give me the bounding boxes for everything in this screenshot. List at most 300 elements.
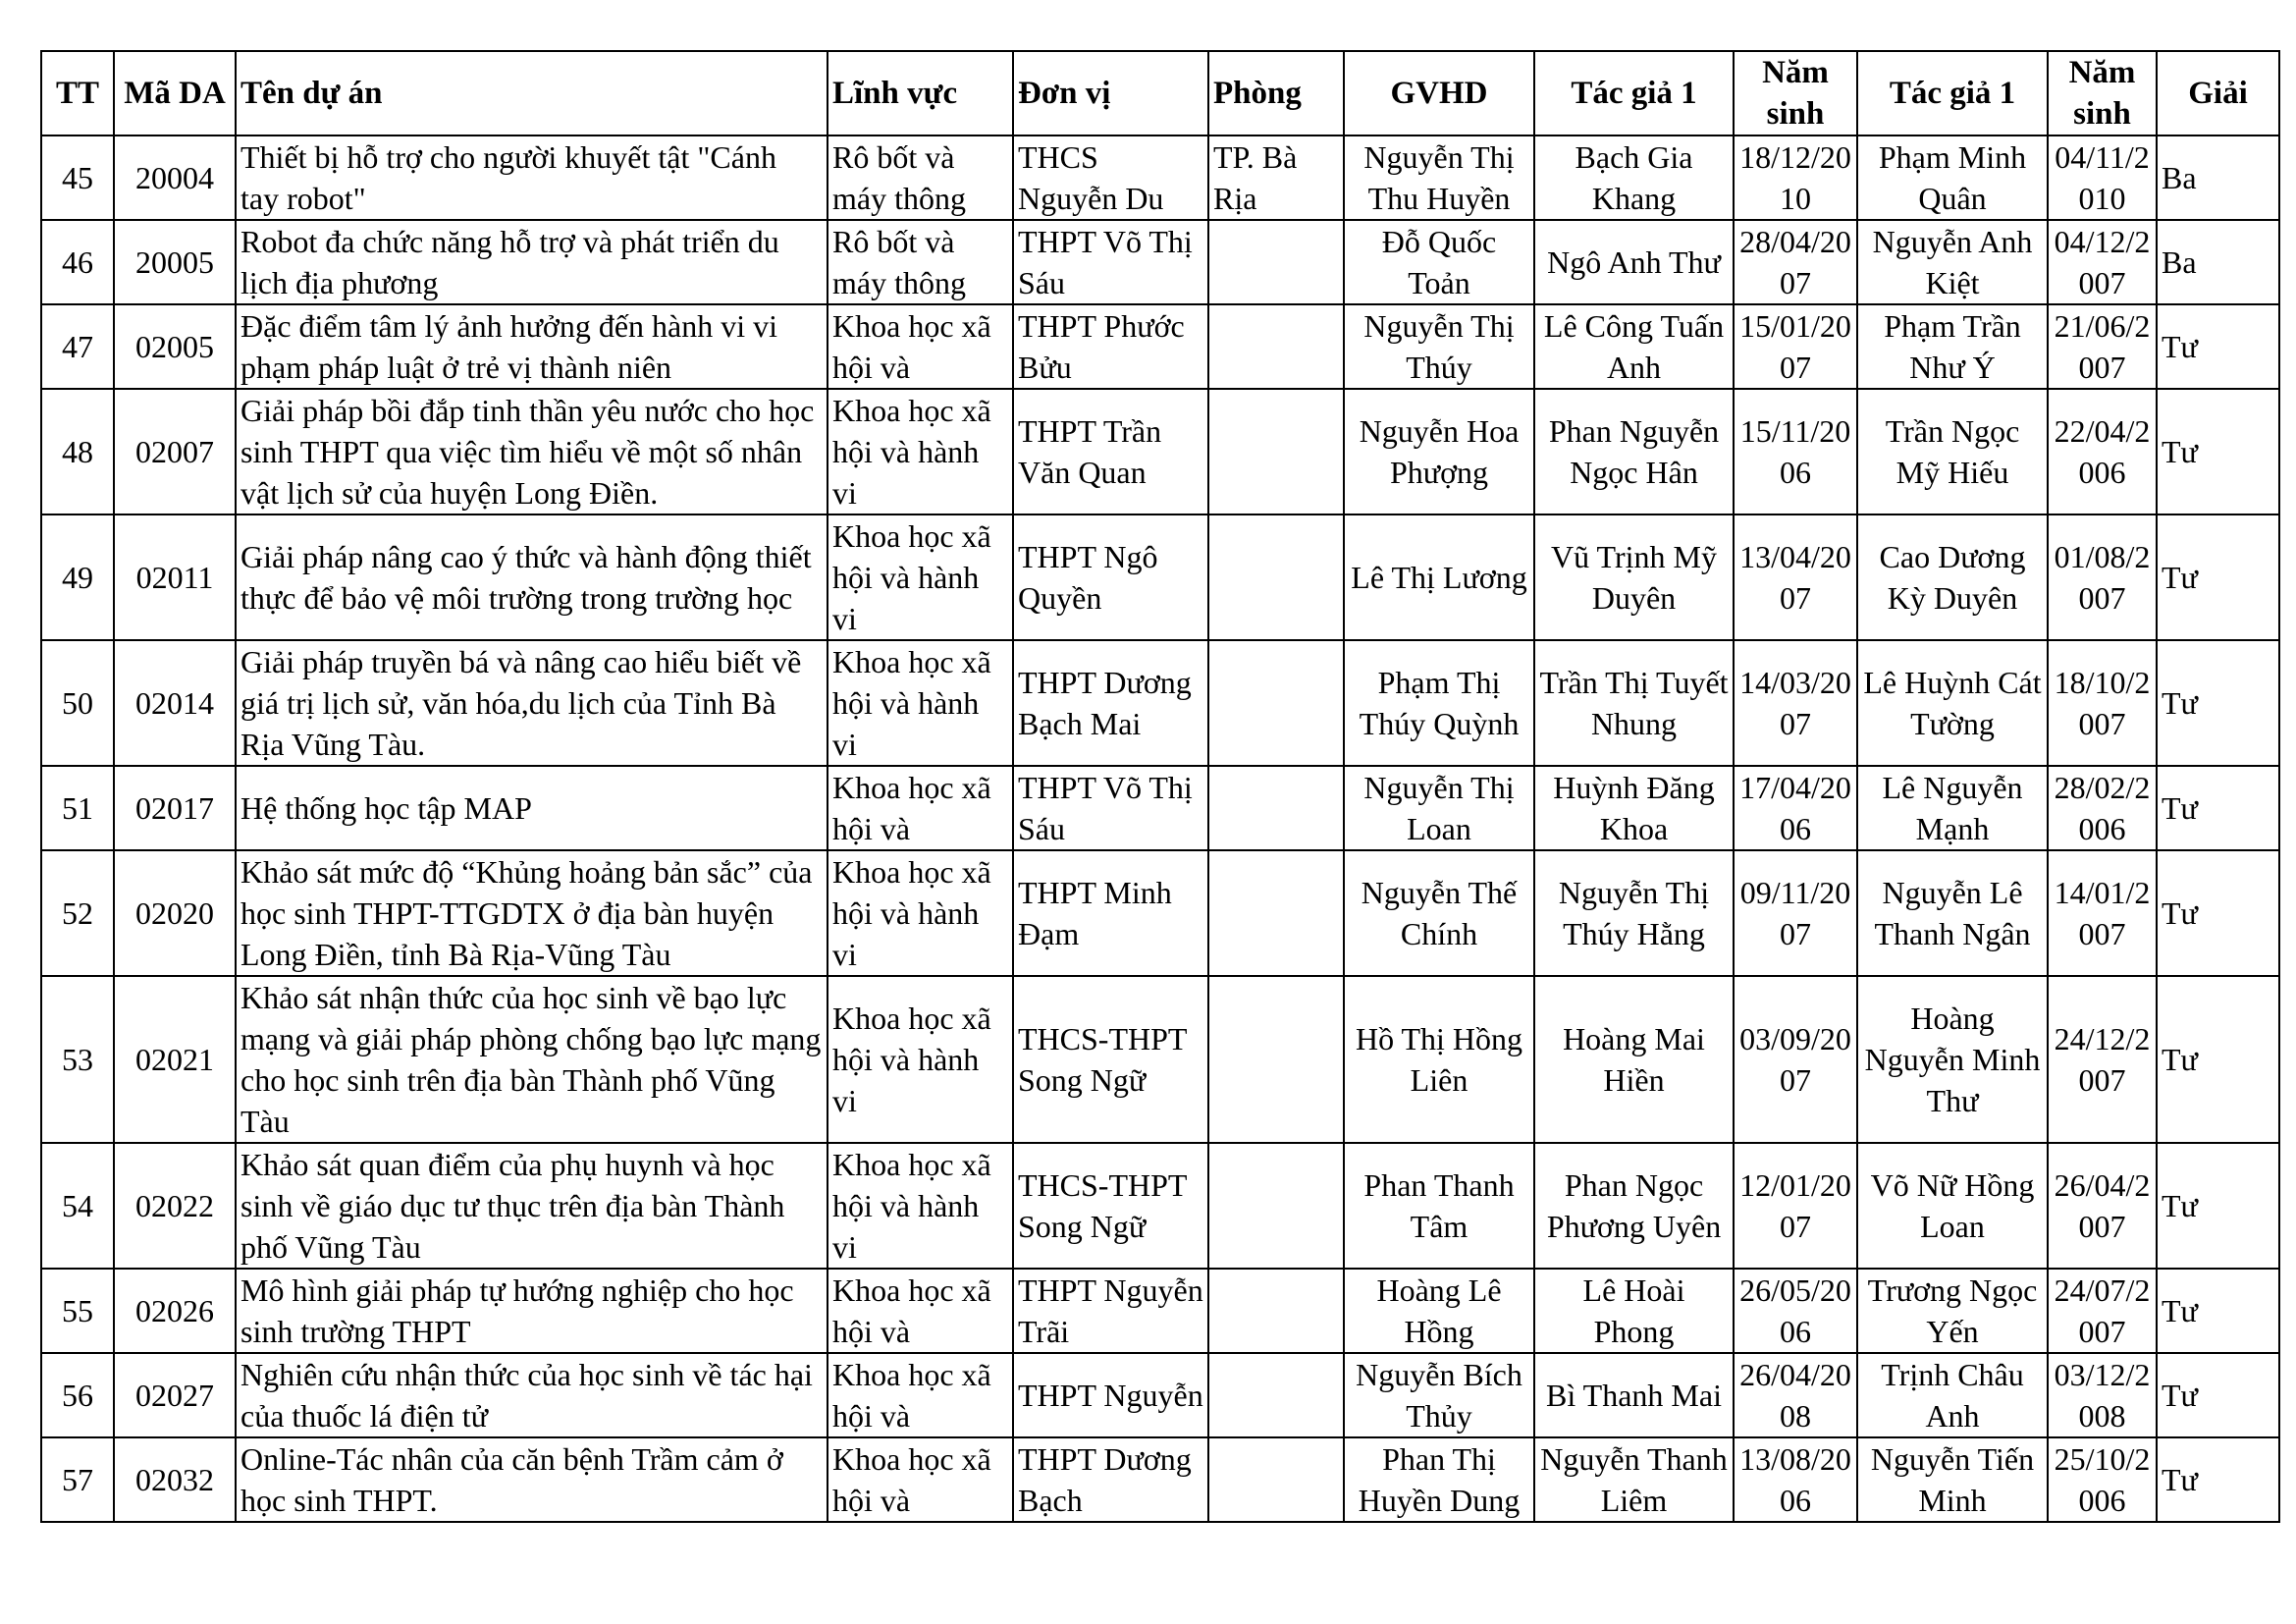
cell-ma-da-text: 02021 [135, 1042, 214, 1077]
cell-ten-du-an [236, 1143, 828, 1269]
cell-linh-vuc-text: Khoa học xã hội và hành vi [832, 854, 991, 972]
cell-tac-gia-2 [1857, 1437, 2048, 1522]
cell-nam-sinh-2-text: 24/07/2007 [2054, 1272, 2151, 1349]
cell-tac-gia-1-text: Lê Hoài Phong [1582, 1272, 1685, 1349]
cell-tac-gia-2 [1857, 640, 2048, 766]
cell-tt [41, 1437, 114, 1522]
cell-nam-sinh-2-text: 25/10/2006 [2054, 1441, 2151, 1518]
cell-nam-sinh-1 [1734, 640, 1857, 766]
cell-nam-sinh-2-text: 01/08/2007 [2054, 539, 2151, 616]
cell-ma-da-text: 02020 [135, 895, 214, 931]
cell-tt-text: 49 [62, 560, 93, 595]
cell-don-vi-text: THPT Võ Thị Sáu [1018, 770, 1193, 846]
cell-nam-sinh-1 [1734, 135, 1857, 220]
cell-linh-vuc [828, 766, 1013, 850]
cell-tt-text: 51 [62, 790, 93, 826]
cell-tt-text: 56 [62, 1378, 93, 1413]
cell-nam-sinh-2-text: 03/12/2008 [2054, 1357, 2151, 1434]
cell-nam-sinh-2-text: 28/02/2006 [2054, 770, 2151, 846]
cell-tt [41, 976, 114, 1143]
cell-nam-sinh-2 [2048, 135, 2157, 220]
cell-don-vi-text: THCS-THPT Song Ngữ [1018, 1167, 1187, 1244]
cell-tac-gia-2-text: Cao Dương Kỳ Duyên [1879, 539, 2026, 616]
cell-ma-da-text: 02022 [135, 1188, 214, 1223]
cell-gvhd [1344, 1437, 1534, 1522]
cell-linh-vuc [828, 1353, 1013, 1437]
cell-tac-gia-1 [1534, 976, 1734, 1143]
table-row [41, 640, 2279, 766]
cell-tac-gia-1 [1534, 514, 1734, 640]
cell-tac-gia-2 [1857, 304, 2048, 389]
cell-giai-text: Ba [2162, 244, 2197, 280]
cell-linh-vuc [828, 976, 1013, 1143]
table-row [41, 766, 2279, 850]
cell-tac-gia-1 [1534, 766, 1734, 850]
cell-linh-vuc-text: Khoa học xã hội và hành vi [832, 1001, 991, 1118]
cell-ma-da-text: 02032 [135, 1462, 214, 1497]
cell-ma-da [114, 220, 236, 304]
cell-giai [2157, 135, 2279, 220]
cell-linh-vuc-text: Khoa học xã hội và hành vi [832, 393, 991, 511]
cell-gvhd-text: Nguyễn Thị Thu Huyền [1363, 139, 1515, 216]
cell-ma-da-text: 20005 [135, 244, 214, 280]
cell-giai-text: Tư [2162, 1462, 2198, 1497]
cell-linh-vuc-text: Khoa học xã hội và [832, 770, 991, 846]
cell-ten-du-an [236, 976, 828, 1143]
cell-gvhd-text: Phạm Thị Thúy Quỳnh [1359, 665, 1520, 741]
cell-phong [1208, 640, 1344, 766]
cell-don-vi-text: THPT Minh Đạm [1018, 875, 1172, 951]
header-giai: Giải [2157, 51, 2279, 135]
cell-tac-gia-2-text: Trịnh Châu Anh [1881, 1357, 2024, 1434]
header-don-vi: Đơn vị [1013, 51, 1208, 135]
cell-nam-sinh-1 [1734, 1437, 1857, 1522]
cell-tac-gia-1-text: Ngô Anh Thư [1547, 244, 1721, 280]
cell-phong [1208, 304, 1344, 389]
cell-giai-text: Tư [2162, 1378, 2198, 1413]
cell-tt-text: 50 [62, 685, 93, 721]
cell-ma-da [114, 850, 236, 976]
cell-tac-gia-2-text: Phạm Trần Như Ý [1884, 308, 2021, 385]
header-linh-vuc: Lĩnh vực [828, 51, 1013, 135]
cell-nam-sinh-1 [1734, 1269, 1857, 1353]
cell-phong [1208, 514, 1344, 640]
cell-nam-sinh-1-text: 09/11/2007 [1739, 875, 1851, 951]
header-ten-du-an: Tên dự án [236, 51, 828, 135]
cell-giai-text: Tư [2162, 790, 2198, 826]
cell-nam-sinh-1-text: 26/05/2006 [1739, 1272, 1851, 1349]
cell-tac-gia-1-text: Phan Nguyễn Ngọc Hân [1548, 413, 1720, 490]
table-row [41, 1269, 2279, 1353]
cell-nam-sinh-1-text: 18/12/2010 [1739, 139, 1851, 216]
cell-don-vi-text: THCS Nguyễn Du [1018, 139, 1164, 216]
cell-don-vi-text: THPT Nguyễn Trãi [1018, 1272, 1203, 1349]
cell-gvhd [1344, 766, 1534, 850]
cell-linh-vuc-text: Rô bốt và máy thông [832, 224, 966, 300]
cell-nam-sinh-1 [1734, 850, 1857, 976]
cell-tt-text: 55 [62, 1293, 93, 1328]
cell-ma-da-text: 02014 [135, 685, 214, 721]
cell-don-vi [1013, 1353, 1208, 1437]
cell-ten-du-an [236, 640, 828, 766]
cell-tac-gia-1 [1534, 1269, 1734, 1353]
cell-phong [1208, 135, 1344, 220]
cell-tac-gia-1-text: Lê Công Tuấn Anh [1543, 308, 1725, 385]
cell-nam-sinh-2 [2048, 1143, 2157, 1269]
cell-tac-gia-2-text: Lê Nguyễn Mạnh [1882, 770, 2023, 846]
cell-don-vi [1013, 976, 1208, 1143]
cell-ma-da [114, 135, 236, 220]
cell-nam-sinh-2 [2048, 766, 2157, 850]
cell-ma-da [114, 304, 236, 389]
cell-nam-sinh-1-text: 26/04/2008 [1739, 1357, 1851, 1434]
cell-gvhd [1344, 1269, 1534, 1353]
header-row [41, 51, 2279, 135]
cell-phong [1208, 220, 1344, 304]
cell-nam-sinh-2-text: 26/04/2007 [2054, 1167, 2151, 1244]
cell-tac-gia-2-text: Trần Ngọc Mỹ Hiếu [1885, 413, 2020, 490]
cell-ten-du-an [236, 220, 828, 304]
cell-giai-text: Tư [2162, 1293, 2198, 1328]
cell-tt [41, 640, 114, 766]
cell-nam-sinh-1 [1734, 304, 1857, 389]
cell-nam-sinh-2-text: 22/04/2006 [2054, 413, 2151, 490]
cell-tac-gia-1-text: Huỳnh Đăng Khoa [1553, 770, 1715, 846]
cell-ma-da [114, 1269, 236, 1353]
cell-tt-text: 52 [62, 895, 93, 931]
cell-don-vi [1013, 766, 1208, 850]
cell-giai [2157, 304, 2279, 389]
cell-nam-sinh-2-text: 18/10/2007 [2054, 665, 2151, 741]
cell-don-vi [1013, 1269, 1208, 1353]
cell-tt-text: 46 [62, 244, 93, 280]
header-tac-gia-2: Tác giả 1 [1857, 51, 2048, 135]
cell-gvhd [1344, 976, 1534, 1143]
cell-gvhd-text: Nguyễn Thị Loan [1363, 770, 1515, 846]
cell-nam-sinh-1 [1734, 1353, 1857, 1437]
header-nam-sinh-2: Năm sinh [2048, 51, 2157, 135]
cell-ten-du-an-text: Khảo sát mức độ “Khủng hoảng bản sắc” của học sinh THPT-TTGDTX ở địa bàn huyện Long Điền, tỉnh Bà Rịa-Vũng Tàu [240, 854, 813, 972]
cell-don-vi [1013, 304, 1208, 389]
cell-nam-sinh-2 [2048, 304, 2157, 389]
cell-gvhd-text: Phan Thanh Tâm [1363, 1167, 1515, 1244]
cell-tt [41, 766, 114, 850]
cell-gvhd [1344, 220, 1534, 304]
table-row [41, 1143, 2279, 1269]
cell-ten-du-an-text: Giải pháp nâng cao ý thức và hành động thiết thực để bảo vệ môi trường trong trường học [240, 539, 812, 616]
cell-ten-du-an [236, 1269, 828, 1353]
cell-nam-sinh-2-text: 21/06/2007 [2054, 308, 2151, 385]
cell-ten-du-an [236, 850, 828, 976]
table-row [41, 220, 2279, 304]
cell-giai-text: Tư [2162, 560, 2198, 595]
cell-phong [1208, 850, 1344, 976]
cell-giai-text: Tư [2162, 895, 2198, 931]
cell-giai-text: Tư [2162, 434, 2198, 469]
cell-giai-text: Tư [2162, 329, 2198, 364]
cell-giai [2157, 1353, 2279, 1437]
cell-tac-gia-1-text: Phan Ngọc Phương Uyên [1546, 1167, 1722, 1244]
cell-tac-gia-2-text: Hoàng Nguyễn Minh Thư [1864, 1001, 2041, 1118]
cell-ma-da-text: 02027 [135, 1378, 214, 1413]
cell-gvhd-text: Lê Thị Lương [1351, 560, 1527, 595]
cell-nam-sinh-1-text: 13/04/2007 [1739, 539, 1851, 616]
cell-don-vi [1013, 640, 1208, 766]
cell-ten-du-an [236, 389, 828, 514]
cell-nam-sinh-2 [2048, 1437, 2157, 1522]
cell-nam-sinh-1-text: 13/08/2006 [1739, 1441, 1851, 1518]
cell-tac-gia-1-text: Trần Thị Tuyết Nhung [1539, 665, 1729, 741]
cell-giai-text: Ba [2162, 160, 2197, 195]
cell-don-vi [1013, 220, 1208, 304]
cell-nam-sinh-1-text: 15/11/2006 [1739, 413, 1851, 490]
header-tt: TT [41, 51, 114, 135]
cell-tt-text: 53 [62, 1042, 93, 1077]
cell-ma-da [114, 640, 236, 766]
cell-nam-sinh-2 [2048, 640, 2157, 766]
cell-tac-gia-2 [1857, 850, 2048, 976]
cell-don-vi [1013, 389, 1208, 514]
table-row [41, 135, 2279, 220]
cell-gvhd [1344, 135, 1534, 220]
cell-phong-text: TP. Bà Rịa [1213, 139, 1298, 216]
cell-gvhd-text: Nguyễn Bích Thủy [1356, 1357, 1522, 1434]
cell-tt-text: 57 [62, 1462, 93, 1497]
cell-tac-gia-1 [1534, 640, 1734, 766]
cell-tac-gia-2 [1857, 1269, 2048, 1353]
cell-nam-sinh-2 [2048, 1353, 2157, 1437]
cell-don-vi-text: THPT Nguyễn [1018, 1378, 1203, 1413]
cell-nam-sinh-2-text: 04/12/2007 [2054, 224, 2151, 300]
cell-tac-gia-2 [1857, 220, 2048, 304]
cell-ten-du-an-text: Thiết bị hỗ trợ cho người khuyết tật "Cánh tay robot" [240, 139, 776, 216]
cell-nam-sinh-2 [2048, 1269, 2157, 1353]
cell-gvhd [1344, 514, 1534, 640]
table-row [41, 850, 2279, 976]
header-gvhd: GVHD [1344, 51, 1534, 135]
cell-ten-du-an [236, 1437, 828, 1522]
cell-ma-da [114, 1143, 236, 1269]
cell-linh-vuc [828, 514, 1013, 640]
cell-phong [1208, 1437, 1344, 1522]
cell-ma-da-text: 02007 [135, 434, 214, 469]
cell-tac-gia-2-text: Võ Nữ Hồng Loan [1870, 1167, 2035, 1244]
cell-ten-du-an-text: Khảo sát quan điểm của phụ huynh và học sinh về giáo dục tư thục trên địa bàn Thành phố Vũng Tàu [240, 1147, 785, 1265]
cell-ten-du-an-text: Đặc điểm tâm lý ảnh hưởng đến hành vi vi phạm pháp luật ở trẻ vị thành niên [240, 308, 778, 385]
cell-ten-du-an-text: Mô hình giải pháp tự hướng nghiệp cho học sinh trường THPT [240, 1272, 794, 1349]
cell-tt [41, 220, 114, 304]
cell-ma-da [114, 1437, 236, 1522]
cell-nam-sinh-1-text: 14/03/2007 [1739, 665, 1851, 741]
cell-ten-du-an-text: Hệ thống học tập MAP [240, 790, 532, 826]
cell-phong [1208, 389, 1344, 514]
cell-nam-sinh-1 [1734, 766, 1857, 850]
cell-tt [41, 389, 114, 514]
cell-gvhd-text: Đỗ Quốc Toản [1381, 224, 1497, 300]
cell-giai [2157, 850, 2279, 976]
cell-giai [2157, 766, 2279, 850]
cell-ten-du-an [236, 1353, 828, 1437]
cell-nam-sinh-1-text: 03/09/2007 [1739, 1021, 1851, 1098]
cell-tt [41, 304, 114, 389]
cell-tt [41, 1269, 114, 1353]
cell-giai-text: Tư [2162, 1188, 2198, 1223]
cell-ma-da [114, 1353, 236, 1437]
cell-nam-sinh-2-text: 24/12/2007 [2054, 1021, 2151, 1098]
cell-don-vi-text: THPT Võ Thị Sáu [1018, 224, 1193, 300]
table-row [41, 514, 2279, 640]
cell-tac-gia-1 [1534, 1437, 1734, 1522]
cell-nam-sinh-1-text: 28/04/2007 [1739, 224, 1851, 300]
cell-tac-gia-2 [1857, 1353, 2048, 1437]
cell-tac-gia-1-text: Nguyễn Thị Thúy Hằng [1558, 875, 1710, 951]
cell-nam-sinh-1-text: 15/01/2007 [1739, 308, 1851, 385]
cell-ten-du-an-text: Robot đa chức năng hỗ trợ và phát triển du lịch địa phương [240, 224, 779, 300]
cell-ten-du-an-text: Online-Tác nhân của căn bệnh Trầm cảm ở học sinh THPT. [240, 1441, 783, 1518]
cell-ma-da-text: 20004 [135, 160, 214, 195]
cell-nam-sinh-1 [1734, 220, 1857, 304]
cell-phong [1208, 1353, 1344, 1437]
cell-linh-vuc [828, 640, 1013, 766]
cell-tac-gia-1 [1534, 304, 1734, 389]
cell-tac-gia-1-text: Bạch Gia Khang [1575, 139, 1693, 216]
cell-gvhd [1344, 1353, 1534, 1437]
cell-nam-sinh-1 [1734, 514, 1857, 640]
cell-gvhd-text: Nguyễn Hoa Phượng [1359, 413, 1520, 490]
cell-nam-sinh-2 [2048, 514, 2157, 640]
cell-tt-text: 47 [62, 329, 93, 364]
cell-gvhd-text: Nguyễn Thế Chính [1361, 875, 1518, 951]
table-row [41, 1353, 2279, 1437]
cell-ma-da-text: 02026 [135, 1293, 214, 1328]
cell-tac-gia-2 [1857, 1143, 2048, 1269]
cell-linh-vuc-text: Rô bốt và máy thông [832, 139, 966, 216]
cell-tt [41, 850, 114, 976]
cell-linh-vuc-text: Khoa học xã hội và hành vi [832, 518, 991, 636]
cell-don-vi [1013, 850, 1208, 976]
cell-ma-da [114, 976, 236, 1143]
cell-nam-sinh-2-text: 14/01/2007 [2054, 875, 2151, 951]
cell-linh-vuc [828, 850, 1013, 976]
cell-tac-gia-2 [1857, 976, 2048, 1143]
cell-nam-sinh-2 [2048, 976, 2157, 1143]
cell-linh-vuc-text: Khoa học xã hội và hành vi [832, 644, 991, 762]
cell-tt-text: 45 [62, 160, 93, 195]
cell-ma-da [114, 766, 236, 850]
cell-giai [2157, 1269, 2279, 1353]
cell-gvhd-text: Nguyễn Thị Thúy [1363, 308, 1515, 385]
cell-nam-sinh-1-text: 12/01/2007 [1739, 1167, 1851, 1244]
cell-linh-vuc [828, 304, 1013, 389]
cell-tac-gia-1-text: Bì Thanh Mai [1546, 1378, 1722, 1413]
cell-ma-da-text: 02011 [135, 560, 214, 595]
cell-tac-gia-1-text: Nguyễn Thanh Liêm [1540, 1441, 1728, 1518]
cell-ten-du-an [236, 304, 828, 389]
cell-giai [2157, 514, 2279, 640]
cell-linh-vuc [828, 1437, 1013, 1522]
cell-tac-gia-1 [1534, 220, 1734, 304]
header-nam-sinh-1: Năm sinh [1734, 51, 1857, 135]
cell-linh-vuc [828, 1269, 1013, 1353]
cell-nam-sinh-1 [1734, 389, 1857, 514]
cell-phong [1208, 1143, 1344, 1269]
cell-ten-du-an-text: Giải pháp bồi đắp tinh thần yêu nước cho học sinh THPT qua việc tìm hiểu về một số nhân vật lịch sử của huyện Long Điền. [240, 393, 815, 511]
cell-ten-du-an-text: Giải pháp truyền bá và nâng cao hiểu biết về giá trị lịch sử, văn hóa,du lịch của Tỉnh Bà Rịa Vũng Tàu. [240, 644, 802, 762]
cell-ten-du-an-text: Nghiên cứu nhận thức của học sinh về tác hại của thuốc lá điện tử [240, 1357, 813, 1434]
cell-giai [2157, 976, 2279, 1143]
cell-nam-sinh-2 [2048, 389, 2157, 514]
cell-nam-sinh-2 [2048, 850, 2157, 976]
cell-phong [1208, 1269, 1344, 1353]
header-phong: Phòng [1208, 51, 1344, 135]
cell-gvhd [1344, 389, 1534, 514]
cell-giai [2157, 1143, 2279, 1269]
cell-tt [41, 135, 114, 220]
cell-don-vi-text: THPT Trần Văn Quan [1018, 413, 1162, 490]
table-row [41, 1437, 2279, 1522]
cell-linh-vuc-text: Khoa học xã hội và hành vi [832, 1147, 991, 1265]
table-row [41, 304, 2279, 389]
cell-don-vi-text: THPT Dương Bạch Mai [1018, 665, 1192, 741]
cell-ma-da [114, 389, 236, 514]
cell-ma-da-text: 02017 [135, 790, 214, 826]
cell-linh-vuc [828, 220, 1013, 304]
cell-linh-vuc [828, 135, 1013, 220]
cell-tac-gia-2 [1857, 514, 2048, 640]
cell-don-vi-text: THCS-THPT Song Ngữ [1018, 1021, 1187, 1098]
cell-giai-text: Tư [2162, 685, 2198, 721]
cell-don-vi-text: THPT Ngô Quyền [1018, 539, 1158, 616]
cell-gvhd [1344, 850, 1534, 976]
cell-tac-gia-2 [1857, 389, 2048, 514]
cell-tac-gia-2-text: Phạm Minh Quân [1878, 139, 2027, 216]
cell-giai [2157, 220, 2279, 304]
cell-ten-du-an [236, 135, 828, 220]
cell-giai [2157, 640, 2279, 766]
header-tac-gia-1: Tác giả 1 [1534, 51, 1734, 135]
cell-nam-sinh-2-text: 04/11/2010 [2055, 139, 2150, 216]
header-ma-da: Mã DA [114, 51, 236, 135]
cell-ma-da [114, 514, 236, 640]
cell-ten-du-an [236, 514, 828, 640]
cell-ten-du-an [236, 766, 828, 850]
cell-don-vi [1013, 1143, 1208, 1269]
table-row [41, 976, 2279, 1143]
cell-don-vi [1013, 1437, 1208, 1522]
cell-gvhd-text: Hồ Thị Hồng Liên [1355, 1021, 1523, 1098]
cell-tac-gia-2-text: Trương Ngọc Yến [1867, 1272, 2038, 1349]
cell-gvhd [1344, 640, 1534, 766]
cell-tac-gia-1 [1534, 850, 1734, 976]
cell-linh-vuc-text: Khoa học xã hội và [832, 1357, 991, 1434]
cell-don-vi [1013, 514, 1208, 640]
cell-linh-vuc [828, 1143, 1013, 1269]
cell-linh-vuc-text: Khoa học xã hội và [832, 308, 991, 385]
cell-tt-text: 48 [62, 434, 93, 469]
cell-tac-gia-1-text: Hoàng Mai Hiền [1563, 1021, 1705, 1098]
cell-gvhd-text: Phan Thị Huyền Dung [1358, 1441, 1521, 1518]
cell-tac-gia-2 [1857, 135, 2048, 220]
cell-phong [1208, 766, 1344, 850]
cell-tac-gia-2-text: Nguyễn Tiến Minh [1870, 1441, 2035, 1518]
cell-tac-gia-1 [1534, 389, 1734, 514]
cell-gvhd [1344, 304, 1534, 389]
cell-gvhd-text: Hoàng Lê Hồng [1376, 1272, 1502, 1349]
cell-tac-gia-2-text: Lê Huỳnh Cát Tường [1863, 665, 2042, 741]
cell-tt [41, 1353, 114, 1437]
cell-tac-gia-1 [1534, 1353, 1734, 1437]
cell-ma-da-text: 02005 [135, 329, 214, 364]
